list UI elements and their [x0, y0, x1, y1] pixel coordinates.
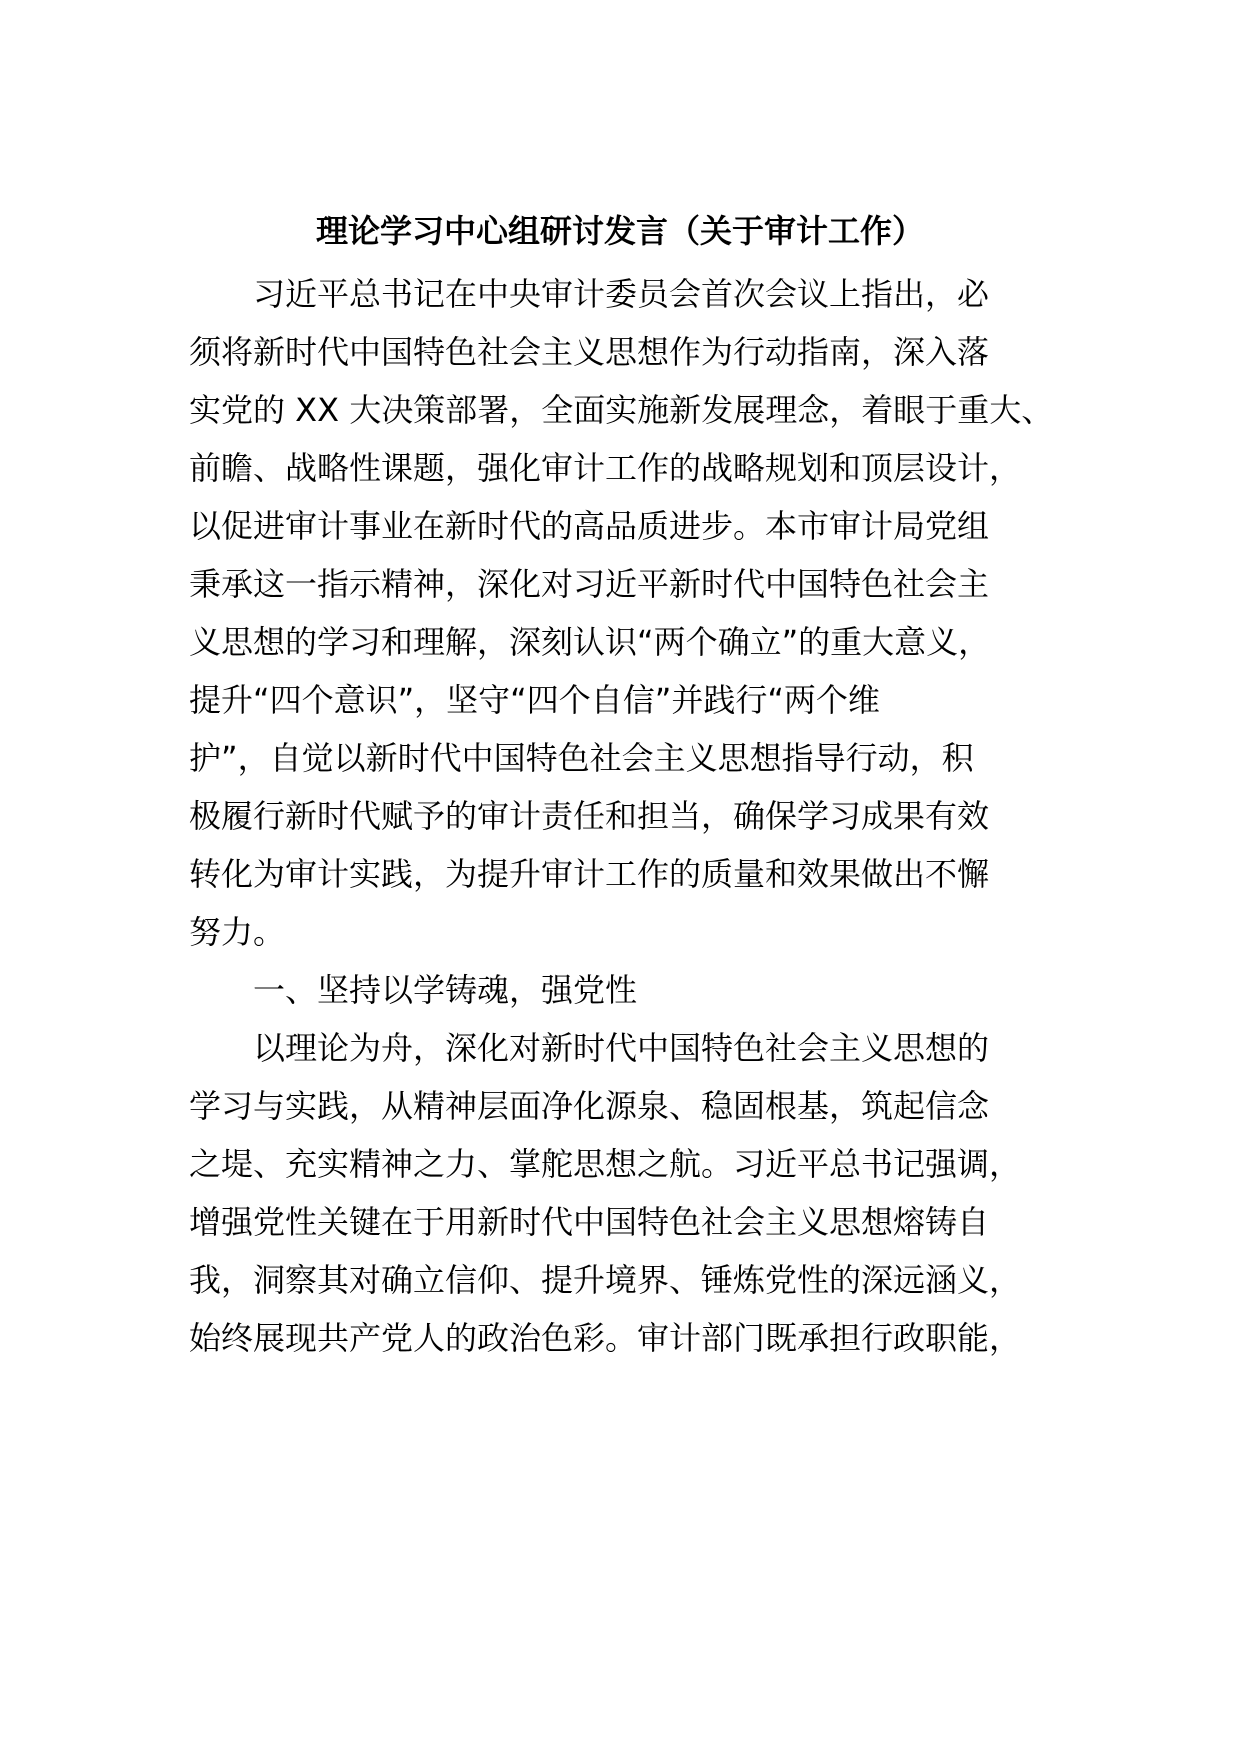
paragraph-1-line-8: 提升“四个意识”，坚守“四个自信”并践行“两个维 [189, 681, 880, 719]
paragraph-1-line-2: 须将新时代中国特色社会主义思想作为行动指南，深入落 [189, 333, 990, 371]
paragraph-2-line-3: 之堤、充实精神之力、掌舵思想之航。习近平总书记强调， [189, 1145, 1022, 1183]
paragraph-1-line-1: 习近平总书记在中央审计委员会首次会议上指出，必 [253, 275, 990, 313]
paragraph-1-line-10: 极履行新时代赋予的审计责任和担当，确保学习成果有效 [189, 797, 990, 835]
paragraph-1-line-6: 秉承这一指示精神，深化对习近平新时代中国特色社会主 [189, 565, 990, 603]
paragraph-2-line-6: 始终展现共产党人的政治色彩。审计部门既承担行政职能， [189, 1319, 1022, 1357]
paragraph-1-line-5: 以促进审计事业在新时代的高品质进步。本市审计局党组 [189, 507, 990, 545]
paragraph-1-line-4: 前瞻、战略性课题，强化审计工作的战略规划和顶层设计， [189, 449, 1022, 487]
paragraph-2-line-4: 增强党性关键在于用新时代中国特色社会主义思想熔铸自 [189, 1203, 990, 1241]
paragraph-1-line-3: 实党的 XX 大决策部署，全面实施新发展理念，着眼于重大、 [189, 391, 1054, 429]
paragraph-1-line-11: 转化为审计实践，为提升审计工作的质量和效果做出不懈 [189, 855, 990, 893]
paragraph-2-line-2: 学习与实践，从精神层面净化源泉、稳固根基，筑起信念 [189, 1087, 990, 1125]
paragraph-1-line-7: 义思想的学习和理解，深刻认识“两个确立”的重大意义， [189, 623, 991, 661]
document-title: 理论学习中心组研讨发言（关于审计工作） [315, 212, 924, 250]
paragraph-1-line-9: 护”，自觉以新时代中国特色社会主义思想指导行动，积 [189, 739, 974, 777]
paragraph-2-line-5: 我，洞察其对确立信仰、提升境界、锤炼党性的深远涵义， [189, 1261, 1022, 1299]
paragraph-1-line-12: 努力。 [189, 913, 286, 951]
paragraph-2-line-1: 以理论为舟，深化对新时代中国特色社会主义思想的 [253, 1029, 990, 1067]
section-heading-1: 一、坚持以学铸魂，强党性 [253, 971, 638, 1009]
